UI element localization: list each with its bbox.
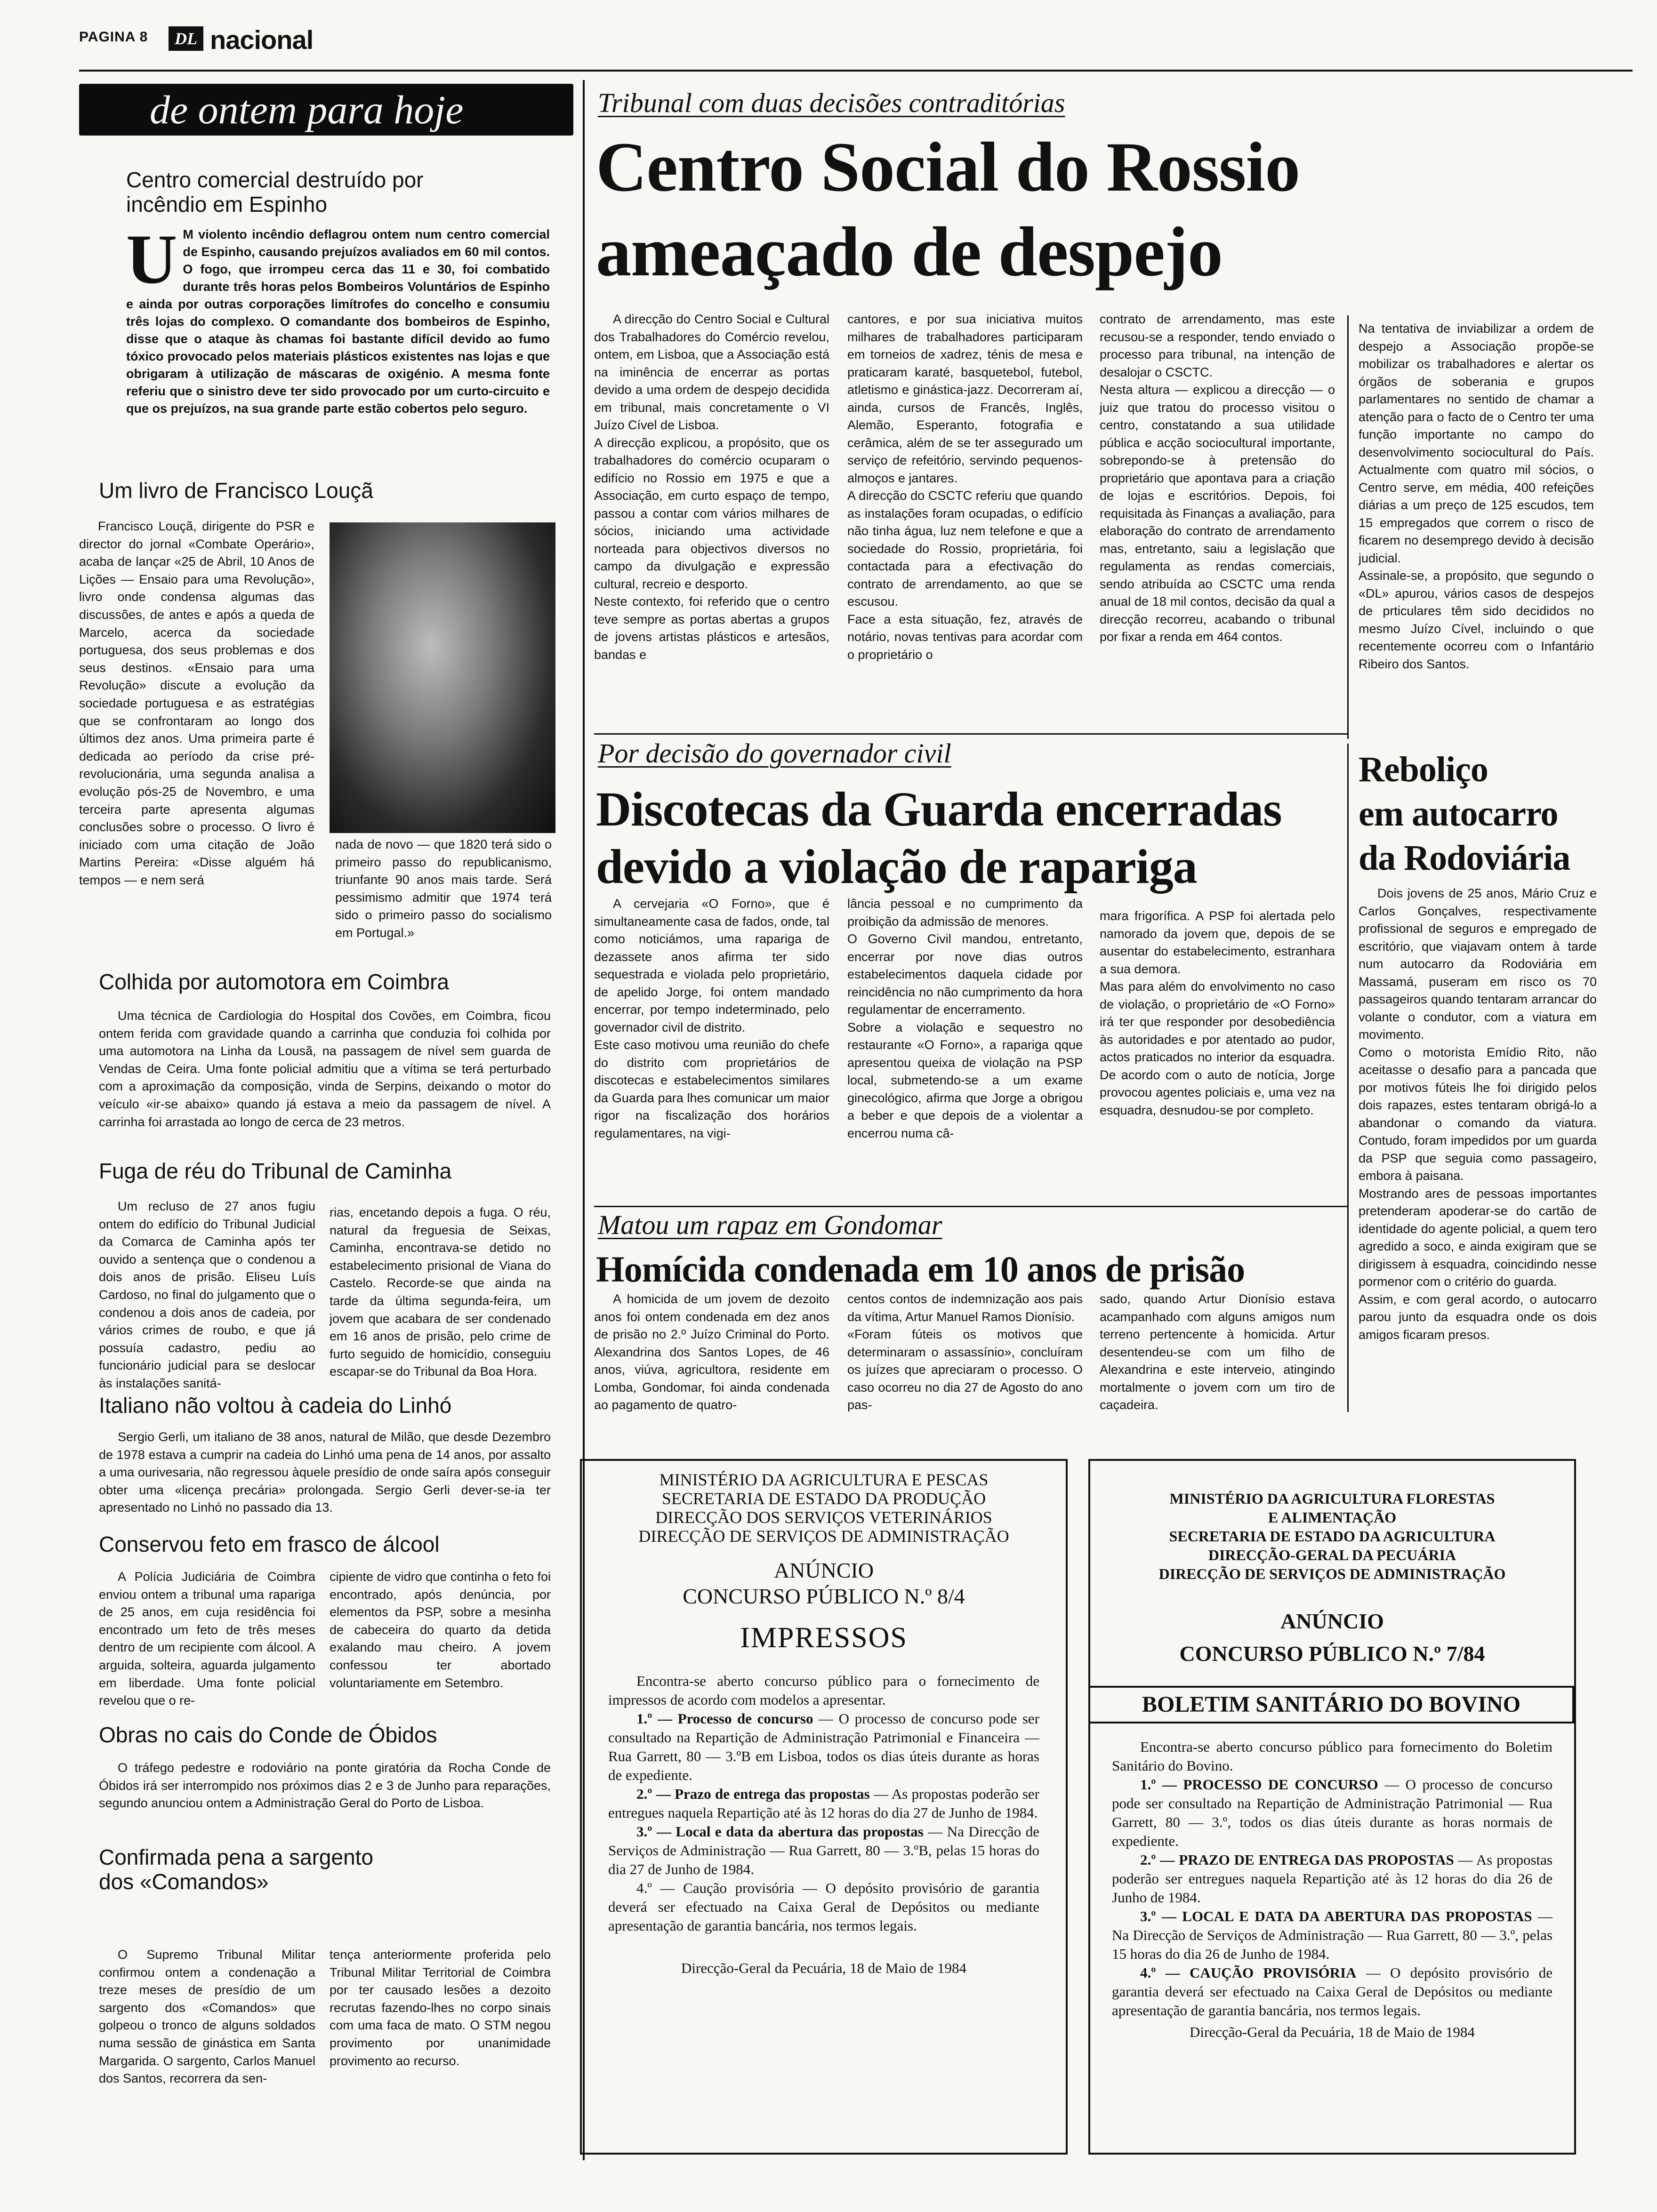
tender-subject: BOLETIM SANITÁRIO DO BOVINO: [1090, 1686, 1574, 1723]
left-banner: [79, 84, 573, 136]
services-name: DIRECÇÃO DE SERVIÇOS DE ADMINISTRAÇÃO: [1158, 1565, 1506, 1582]
article-text: contrato de arrendamento, mas este recusou-se a responder, tendo enviado o processo para tribunal, na intenção de desalojar o CSCTC. Nesta altura — explicou a direcção — o juiz que tratou do processo visitou o centro, constatando a sua utilidade pública e acção sociocultural importante, sobrepondo-se à pretensão do proprietário que apontava para a criação de lojas e escritórios. Depois, foi requisitada às Finanças a avaliação, para elaboração do contrato de arrendamento mas, entretanto, saiu a legislação que regulamenta as rendas comerciais, sendo atribuída ao CSCTC uma renda anual de 18 mil contos, decisão da qual a direcção recorreu, acabando o tribunal por fixar a renda em 464 contos.: [1100, 312, 1335, 644]
notice-item: [1112, 1851, 1552, 1907]
notice-header: [582, 1470, 1066, 1546]
item-label: 2.º — Prazo de entrega das propostas: [636, 1786, 870, 1802]
item-text: — As propostas poderão ser entregues naquela Repartição até às 12 horas do dia 27 de Junho de 1984.: [608, 1786, 1039, 1821]
notice-header: [1090, 1489, 1574, 1583]
brief-text: Francisco Louçã, dirigente do PSR e director do jornal «Combate Operário», acaba de lançar «25 de Abril, 10 Anos de Lições — Ensaio para uma Revolução», livro onde condensa algumas das discussões, de antes e após a queda de Marcelo, acerca da sociedade portuguesa, dos seus problemas e dos seus destinos. «Ensaio para uma Revolução» discute a evolução da sociedade portuguesa e as estratégias que se confrontaram ao longo dos últimos dez anos. Uma primeira parte é dedicada ao período da crise pré-revolucionária, uma segunda analisa a evolução pós-25 de Novembro, e uma terceira parte apresenta algumas conclusões sobre o processo. O livro é iniciado com uma citação de João Martins Pereira: «Disse alguém há tempos — e nem será: [79, 519, 314, 887]
header-rule: [79, 70, 1633, 72]
page-label: PAGINA 8: [79, 29, 148, 45]
story-headline: Centro Social do Rossio: [596, 128, 1300, 206]
brief-text: Uma técnica de Cardiologia do Hospital dos Covões, em Coimbra, ficou ontem ferida com gravidade quando a carrinha que conduzia foi colhida por uma automotora na Linha da Lousã, na passagem de nível sem guarda de Vendas de Ceira. Uma fonte policial admitiu que a vítima se terá perturbado com a aproximação da composição, vinda de Serpins, deixando o motor do veículo «ir-se abaixo» quando já estava a meio da passagem de nível. A carrinha foi arrastada ao longo de cerca de 23 metros.: [99, 1009, 551, 1129]
brief-text: M violento incêndio deflagrou ontem num centro comercial de Espinho, causando prejuízos avaliados em 60 mil contos. O fogo, que irrompeu cerca das 11 e 30, foi combatido durante três horas pelos Bombeiros Voluntários de Espinho e ainda por outras corporações limítrofes do concelho e consumiu três lojas do complexo. O comandante dos bombeiros de Espinho, disse que o ataque às chamas foi bastante difícil devido ao fumo tóxico provocado pelos materiais plásticos existentes nas lojas e que obrigaram à utilização de máscaras de oxigénio. A mesma fonte referiu que o sinistro deve ter sido provocado por um curto-circuito e que os prejuízos, na sua grande parte estão cobertos pelo seguro.: [126, 227, 550, 416]
notice-footer: Direcção-Geral da Pecuária, 18 de Maio de 1984: [1190, 2024, 1475, 2040]
brief-text: rias, encetando depois a fuga. O réu, natural da freguesia de Seixas, Caminha, encontrava-se detido no estabelecimento prisional de Viana do Castelo. Recorde-se que ainda na tarde da última segunda-feira, um jovem que acabara de ser condenado em 16 anos de prisão, pelo crime de furto seguido de homicídio, conseguiu escapar-se do Tribunal da Boa Hora.: [330, 1205, 551, 1379]
ministry-name-cont: E ALIMENTAÇÃO: [1268, 1509, 1397, 1526]
notice-footer: Direcção-Geral da Pecuária, 18 de Maio de 1984: [681, 1960, 966, 1976]
article-text: A homicida de um jovem de dezoito anos foi ontem condenada em dez anos de prisão no 2.º Juízo Criminal do Porto. Alexandrina dos Santos Lopes, de 46 anos, viúva, agricultora, residente em Lomba, Gondomar, foi ainda condenada ao pagamento de quatro-: [594, 1292, 829, 1412]
article-column: [1359, 885, 1597, 1344]
story-headline: da Rodoviária: [1359, 838, 1570, 878]
tender-number: CONCURSO PÚBLICO N.º 7/84: [1179, 1642, 1485, 1666]
author-photo: [330, 522, 555, 833]
story-headline: devido a violação de rapariga: [596, 840, 1197, 894]
notice-item: [608, 1822, 1039, 1879]
item-label: 4.º — CAUÇÃO PROVISÓRIA: [1140, 1964, 1357, 1981]
article-column: [1359, 320, 1594, 673]
article-column: [1100, 1290, 1335, 1414]
brief-title: Obras no cais do Conde de Óbidos: [99, 1723, 437, 1747]
story-headline: ameaçado de despejo: [596, 213, 1223, 291]
notice-item: [1112, 1964, 1552, 2020]
story-kicker: Por decisão do governador civil: [598, 738, 951, 769]
ministry-name: MINISTÉRIO DA AGRICULTURA FLORESTAS: [1169, 1490, 1495, 1507]
ministry-name: MINISTÉRIO DA AGRICULTURA E PESCAS: [659, 1470, 989, 1489]
section-name: nacional: [210, 25, 314, 55]
article-column: [847, 1290, 1083, 1414]
directorate-name: DIRECÇÃO-GERAL DA PECUÁRIA: [1208, 1547, 1456, 1563]
tender-number: CONCURSO PÚBLICO N.º 8/4: [683, 1584, 965, 1608]
item-label: 1.º — Processo de concurso: [636, 1710, 813, 1727]
secretariat-name: SECRETARIA DE ESTADO DA PRODUÇÃO: [661, 1489, 986, 1508]
column-rule: [1347, 744, 1349, 1412]
article-text: Dois jovens de 25 anos, Mário Cruz e Carlos Gonçalves, respectivamente profissional de seguros e empregado de escritório, que viajavam ontem à tarde num autocarro da Rodoviária em Massamá, puseram em risco os 70 passageiros quando tentaram arrancar do volante o condutor, com a viatura em movimento. Como o motorista Emídio Rito, não aceitasse o desafio para a pancada que por motivos fúteis lhe foi dirigido pelos dois rapazes, estes tentaram obrigá-lo a abandonar o comando da viatura. Contudo, foram impedidos por um guarda da PSP que seguia como passageiro, embora à paisana. Mostrando ares de pessoas importantes pretenderam apoderar-se do cartão de identidade do agente policial, a quem tero agredido a soco, e ainda exigiram que se dirigissem à esquadra, coincidindo nesse pormenor com o critério do guarda. Assim, e com geral acordo, o autocarro parou junto da esquadra onde os dois amigos ficaram presos.: [1359, 886, 1597, 1342]
item-text: — O depósito provisório de garantia deverá ser efectuado na Caixa Geral de Depósitos ou mediante apresentação de garantia bancária, nos termos legais.: [1112, 1964, 1552, 2019]
article-column: [1100, 311, 1335, 646]
notice-body: [582, 1655, 1066, 1978]
article-text: mara frigorífica. A PSP foi alertada pelo namorado da jovem que, depois de se ausentar do estabelecimento, estranhara a sua demora. Mas para além do envolvimento no caso de violação, o proprietário de «O Forno» irá ter que responder por desobediência às autoridades e por atentado ao pudor, actos praticados no interior da esquadra. De acordo com o auto de notícia, Jorge provocou agentes policiais e, uma vez na esquadra, desnudou-se por completo.: [1100, 909, 1335, 1117]
notice-item: [1112, 1775, 1552, 1851]
dl-logo-icon: [169, 26, 203, 51]
story-kicker: Matou um rapaz em Gondomar: [598, 1210, 942, 1240]
brief-text: Um recluso de 27 anos fugiu ontem do edifício do Tribunal Judicial da Comarca de Caminha após ter ouvido a sentença que o condenou a dois anos de prisão. Eliseu Luís Cardoso, no final do julgamento que o condenou a dois anos de cadeia, por vários crimes de roubo, e que já possuía cadastro, pediu ao funcionário judicial para se deslocar às instalações sanitá-: [99, 1199, 315, 1390]
article-column: [847, 895, 1083, 1142]
notice-type: ANÚNCIO: [773, 1558, 874, 1582]
notice-item: [1112, 1907, 1552, 1964]
item-label: 2.º — PRAZO DE ENTREGA DAS PROPOSTAS: [1140, 1851, 1454, 1868]
notice-item: 4.º — Caução provisória — O depósito provisório de garantia deverá ser efectuado na Caixa Geral de Depósitos ou mediante apresentação de garantia bancária, nos termos legais.: [608, 1880, 1039, 1934]
article-column: [594, 1290, 829, 1414]
item-text: — O processo de concurso pode ser consultado na Repartição de Administração Patrimonial — Rua Garrett, 80 — 3.º, todos os dias úteis durante as horas normais de expediente.: [1112, 1776, 1552, 1849]
article-text: lância pessoal e no cumprimento da proibição da admissão de menores. O Governo Civil mandou, entretanto, encerrar por nove dias outros estabelecimentos daquela cidade por reincidência no não cumprimento da hora regulamentar de encerramento. Sobre a violação e sequestro no restaurante «O Forno», a rapariga qque apresentou queixa de violação na PSP local, submetendo-se a um exame ginecológico, afirma que Jorge a obrigou a beber e que depois de a violentar a encerrou numa câ-: [847, 897, 1083, 1140]
article-text: centos contos de indemnização aos pais da vítima, Artur Manuel Ramos Dionísio. «Foram fúteis os motivos que determinaram o assassínio», concluíram os juízes que apreciaram o processo. O caso ocorreu no dia 27 de Agosto do ano pas-: [847, 1292, 1083, 1412]
notice-intro: Encontra-se aberto concurso público para fornecimento do Boletim Sanitário do Bovino.: [1112, 1739, 1552, 1774]
brief-text: O tráfego pedestre e rodoviário na ponte giratória da Rocha Conde de Óbidos irá ser interrompido nos próximos dias 2 e 3 de Junho para reparações, segundo anunciou ontem a Administração Geral do Porto de Lisboa.: [99, 1761, 551, 1811]
story-headline: Discotecas da Guarda encerradas: [596, 782, 1282, 836]
brief-text: A Polícia Judiciária de Coimbra enviou ontem a tribunal uma rapariga de 25 anos, em cuja residência foi encontrado um feto de três meses dentro de um recipiente com álcool. A arguida, solteira, aguarda julgamento em liberdade. Uma fonte policial revelou que o re-: [99, 1570, 315, 1708]
brief-title: Colhida por automotora em Coimbra: [99, 970, 450, 994]
article-column: [594, 895, 829, 1142]
item-text: — Na Direcção de Serviços de Administração — Rua Garrett, 80 — 3.ºB, pelas 15 horas do dia 27 de Junho de 1984.: [608, 1823, 1039, 1877]
section-rule: [594, 1206, 1347, 1207]
logo-glyph: DL: [175, 29, 197, 48]
brief-text: Sergio Gerli, um italiano de 38 anos, natural de Milão, que desde Dezembro de 1978 estava a cumprir na cadeia do Linhó uma pena de 14 anos, por assalto a uma ourivesaria, não regressou àquele presídio de onde saíra após conseguir obter uma «licença precária» prolongada. Sergio Gerli dever-se-ia ter apresentado no Linhó no passado dia 13.: [99, 1430, 551, 1515]
column-rule: [1347, 315, 1349, 739]
item-label: 1.º — PROCESSO DE CONCURSO: [1140, 1776, 1378, 1793]
item-text: — As propostas poderão ser entregues naquela Repartição até às 12 horas do dia 26 de Junho de 1984.: [1112, 1851, 1552, 1906]
banner-title: de ontem para hoje: [150, 87, 464, 132]
brief-title: Confirmada pena a sargento dos «Comandos»: [99, 1845, 374, 1894]
article-text: sado, quando Artur Dionísio estava acampanhado com alguns amigos num terreno pertencente à homicida. Artur desentendeu-se com um filho de Alexandrina e este interveio, atingindo mortalmente o jovem com um tiro de caçadeira.: [1100, 1292, 1335, 1412]
article-text: A cervejaria «O Forno», que é simultaneamente casa de fados, onde, tal como noticiámos, uma rapariga de dezassete anos afirma ter sido sequestrada e violada pelo proprietário, de apelido Jorge, foi ontem mandado encerrar, por tempo indeterminado, pelo governador civil de distrito. Este caso motivou uma reunião do chefe do distrito com proprietários de discotecas e estabelecimentos similares da Guarda para lhes comunicar um maior rigor na fiscalização dos horários regulamentares, na vigi-: [594, 897, 829, 1140]
article-column: [847, 311, 1083, 664]
brief-body: [126, 220, 550, 417]
brief-title: Fuga de réu do Tribunal de Caminha: [99, 1159, 452, 1183]
tender-subject: IMPRESSOS: [740, 1622, 908, 1654]
public-notice-box: [580, 1459, 1068, 2155]
brief-title: Conservou feto em frasco de álcool: [99, 1532, 440, 1556]
item-text: — O processo de concurso pode ser consultado na Repartição de Administração Patrimonial e Financeira — Rua Garrett, 80 — 3.ºB em Lisboa, todos os dias úteis durante as horas de expediente.: [608, 1710, 1039, 1783]
secretariat-name: SECRETARIA DE ESTADO DA AGRICULTURA: [1169, 1528, 1496, 1545]
item-label: 3.º — Local e data da abertura das propostas: [636, 1823, 924, 1840]
notice-item: [608, 1785, 1039, 1822]
item-text: — Na Direcção de Serviços de Administração — Rua Garrett, 80 — 3.º, pelas 15 horas do dia 26 de Junho de 1984.: [1112, 1908, 1552, 1962]
notice-intro: Encontra-se aberto concurso público para o fornecimento de impressos de acordo com modelos a apresentar.: [608, 1673, 1039, 1708]
brief-text: nada de novo — que 1820 terá sido o primeiro passo do republicanismo, triunfante 90 anos mais tarde. Será pessimismo admitir que 1974 terá sido o primeiro passo do socialismo em Portugal.»: [335, 837, 552, 940]
brief-text: tença anteriormente proferida pelo Tribunal Militar Territorial de Coimbra por ter causado lesões a dezoito recrutas fazendo-lhes no corpo sinais com uma faca de mato. O STM negou provimento por unanimidade provimento ao recurso.: [330, 1948, 551, 2068]
article-text: Na tentativa de inviabilizar a ordem de despejo a Associação propõe-se mobilizar os trabalhadores e alertar os órgãos de soberania e grupos parlamentares no sentido de chamar a atenção para o facto de o Centro ter uma função importante no campo do desenvolvimento sociocultural do País. Actualmente com quatro mil sócios, o Centro serve, em média, 400 refeições diárias a um preço de 125 escudos, tem 15 empregados que correm o risco de ficarem no desemprego devido à decisão judicial. Assinale-se, a propósito, que segundo o «DL» apurou, vários casos de despejos de prticulares têm sido decididos no mesmo Juízo Cível, incluindo o que recentemente ocorreu com o Infantário Ribeiro dos Santos.: [1359, 321, 1594, 671]
story-headline: em autocarro: [1359, 794, 1558, 834]
brief-title: Um livro de Francisco Louçã: [99, 478, 373, 503]
drop-cap: U: [126, 220, 177, 298]
notice-item: [608, 1709, 1039, 1785]
notice-body: [1090, 1723, 1574, 2042]
brief-text: O Supremo Tribunal Militar confirmou ontem a condenação a treze meses de presídio de um sargento dos «Comandos» que golpeou o tronco de alguns soldados numa sessão de ginástica em Santa Margarida. O sargento, Carlos Manuel dos Santos, recorrera da sen-: [99, 1948, 315, 2086]
brief-text: cipiente de vidro que continha o feto foi encontrado, após denúncia, por elementos da PSP, sobre a mesinha de cabeceira do quarto da detida exalando mau cheiro. A jovem confessou ter abortado voluntariamente em Setembro.: [330, 1570, 551, 1690]
article-text: cantores, e por sua iniciativa muitos milhares de trabalhadores participaram em torneios de xadrez, ténis de mesa e praticaram karaté, basquetebol, futebol, atletismo e ginástica-jazz. Decorreram aí, ainda, cursos de Francês, Inglês, Alemão, Esperanto, fotografia e cerâmica, além de se ter assegurado um serviço de refeitório, servindo pequenos-almoços e jantares. A direcção do CSCTC referiu que quando as instalações foram ocupadas, o edifício não tinha água, luz nem telefone e que a sociedade do Rossio, proprietária, foi contactada para a efectivação do contrato de arrendamento, ao que se escusou. Face a esta situação, fez, através de notário, novas tentivas para acordar com o proprietário o: [847, 312, 1083, 662]
article-column: [1100, 907, 1335, 1119]
story-headline: Reboliço: [1359, 750, 1488, 789]
item-label: 3.º — LOCAL E DATA DA ABERTURA DAS PROPOSTAS: [1140, 1908, 1532, 1924]
brief-title: Italiano não voltou à cadeia do Linhó: [99, 1393, 452, 1418]
brief-title: Centro comercial destruído por incêndio em Espinho: [126, 168, 424, 216]
services-name: DIRECÇÃO DE SERVIÇOS DE ADMINISTRAÇÃO: [638, 1527, 1009, 1546]
public-notice-box: [1088, 1459, 1576, 2155]
directorate-name: DIRECÇÃO DOS SERVIÇOS VETERINÁRIOS: [655, 1508, 992, 1527]
notice-type: ANÚNCIO: [1280, 1609, 1384, 1633]
article-column: [594, 311, 829, 664]
story-headline: Homícida condenada em 10 anos de prisão: [596, 1249, 1245, 1290]
article-text: A direcção do Centro Social e Cultural dos Trabalhadores do Comércio revelou, ontem, em Lisboa, que a Associação está na iminência de encerrar as portas devido a uma ordem de despejo decidida em tribunal, mais concretamente o VI Juízo Cível de Lisboa. A direcção explicou, a propósito, que os trabalhadores do comércio ocuparam o edifício no Rossio em 1975 e que a Associação, em curto espaço de tempo, passou a contar com vários milhares de sócios, iniciando uma actividade norteada para objectivos diversos no campo da divulgação e expressão cultural, recreio e desporto. Neste contexto, foi referido que o centro teve sempre as portas abertas a grupos de jovens artistas plásticos e artesãos, bandas e: [594, 312, 829, 662]
story-kicker: Tribunal com duas decisões contraditórias: [598, 88, 1065, 118]
section-rule: [594, 733, 1347, 735]
